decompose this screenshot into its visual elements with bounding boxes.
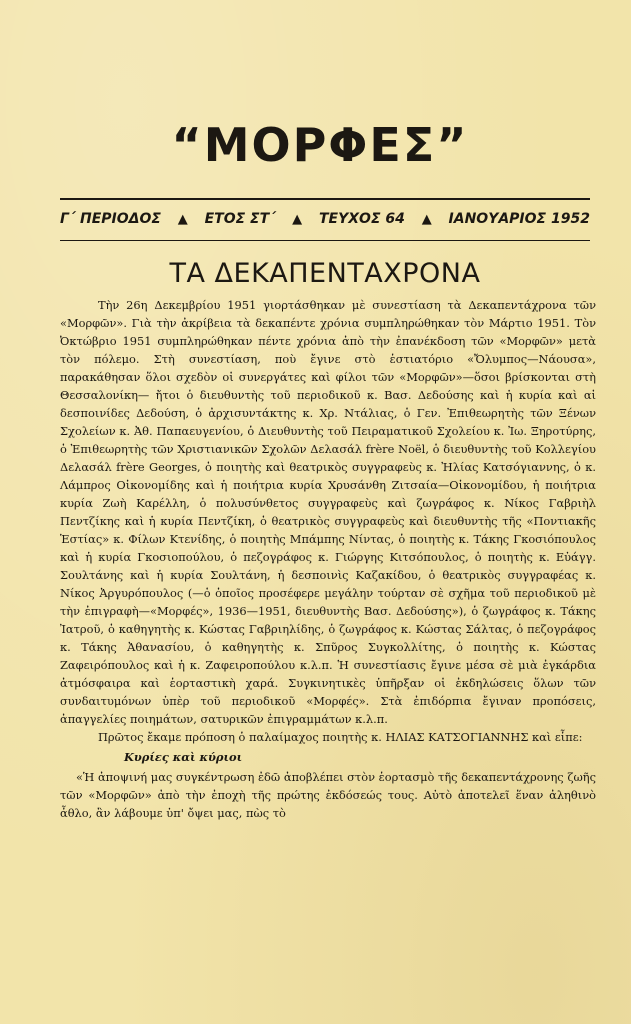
issue-info-line xyxy=(60,206,590,232)
speech-salutation: Κυρίες καὶ κύριοι xyxy=(124,750,243,764)
issue-period: Γ΄ ΠΕΡΙΟΔΟΣ xyxy=(60,211,161,227)
body-paragraph: Πρῶτος ἔκαμε πρόποση ὁ παλαίμαχος ποιητὴς κ. ΗΛΙΑΣ ΚΑΤΣΟΓΙΑΝΝΗΣ καὶ εἶπε: xyxy=(98,730,583,744)
body-paragraph: Τὴν 26η Δεκεμβρίου 1951 γιορτάσθηκαν μὲ συνεστίαση τὰ Δεκαπεντάχρονα τῶν «Μορφῶν». Γιὰ τὴν ἀκρίβεια τὰ δεκαπέντε χρόνια συμπληρώθηκαν τὸν Μάρτιο 1951. Τὸν Ὀκτώβριο 1951 συμπληρώθηκαν πέντε χρόνια ἀπὸ τὴν ἐπανέκδοση τῶν «Μορφῶν» μετὰ τὸν πόλεμο. Στὴ συνεστίαση, ποὺ ἔγινε στὸ ἑστιατόριο «Ὄλυμπος—Νάουσα», παρακάθησαν ὅλοι σχεδὸν οἱ συνεργάτες καὶ φίλοι τῶν «Μορφῶν»—ὅσοι βρίσκονται στὴ Θεσσαλονίκη— ἤτοι ὁ διευθυντὴς τοῦ περιοδικοῦ κ. Βασ. Δεδούσης καὶ ἡ κυρία καὶ αἱ δεσποινίδες Δεδούση, ὁ ἀρχισυντάκτης κ. Χρ. Ντάλιας, ὁ Γεν. Ἐπιθεωρητὴς τῶν Ξένων Σχολείων κ. Ἀθ. Παπαευγενίου, ὁ Διευθυντὴς τοῦ Πειραματικοῦ Σχολείου κ. Ἰω. Ξηροτύρης, ὁ Ἐπιθεωρητὴς τῶν Χριστιανικῶν Σχολῶν Δελασάλ frère Noël, ὁ διευθυντὴς τοῦ Κολλεγίου Δελασάλ frère Georges, ὁ ποιητὴς καὶ θεατρικὸς συγγραφεὺς κ. Ἠλίας Κατσόγιαννης, ὁ κ. Λάμπρος Οἰκονομίδης καὶ ἡ ποιήτρια κυρία Χρυσάνθη Ζιτσαία—Οἰκονομίδου, ἡ ποιήτρια κυρία Ζωὴ Καρέλλη, ὁ πολυσύνθετος συγγραφεὺς καὶ ζωγράφος κ. Νίκος Γαβριὴλ Πεντζίκης καὶ ἡ κυρία Πεντζίκη, ὁ θεατρικὸς συγγραφεὺς καὶ διευθυντὴς τῆς «Ποντιακῆς Ἑστίας» κ. Φίλων Κτενίδης, ὁ ποιητὴς Μπάμπης Νίντας, ὁ ποιητὴς κ. Τάκης Γκοσιόπουλος καὶ ἡ κυρία Γκοσιοπούλου, ὁ πεζογράφος κ. Γιώργης Κιτσόπουλος, ὁ ποιητὴς κ. Εὐάγγ. Σουλτάνης καὶ ἡ κυρία Σουλτάνη, ἡ δεσποινὶς Καζακίδου, ὁ θεατρικὸς συγγραφέας κ. Νίκος Ἀργυρόπουλος (—ὁ ὁποῖος προσέφερε μεγάλην τούρταν σὲ σχῆμα τοῦ περιοδικοῦ μὲ τὴν ἐπιγραφὴ—«Μορφές», 1936—1951, διευθυντὴς Βασ. Δεδούσης»), ὁ ζωγράφος κ. Τάκης Ἰατροῦ, ὁ καθηγητὴς κ. Κώστας Γαβριηλίδης, ὁ ζωγράφος κ. Κώστας Σάλτας, ὁ πεζογράφος κ. Τάκης Ἀθανασίου, ὁ καθηγητὴς κ. Σπῦρος Συγκολλίτης, ὁ ποιητὴς κ. Κώστας Ζαφειρόπουλος καὶ ἡ κ. Ζαφειροπούλου κ.λ.π. Ἡ συνεστίασις ἔγινε μέσα σὲ μιὰ ἐγκάρδια ἀτμόσφαιρα καὶ ἑορταστικὴ χαρά. Συγκινητικὲς ὑπῆρξαν οἱ ἐκδηλώσεις ὅλων τῶν συνδαιτυμόνων ὑπὲρ τοῦ περιοδικοῦ «Μορφές». Στὰ ἐπιδόρπια ἔγιναν προπόσεις, ἀπαγγελίες ποιημάτων, σατυρικῶν ἐπιγραμμάτων κ.λ.π. xyxy=(60,298,596,726)
article-title: ΤΑ ΔΕΚΑΠΕΝΤΑΧΡΟΝΑ xyxy=(169,258,481,289)
speech-quote: «Ἡ ἀποψινή μας συγκέντρωση ἐδῶ ἀποβλέπει στὸν ἑορτασμὸ τῆς δεκαπεντάχρονης ζωῆς τῶν «Μορφῶν» ἀπὸ τὴν ἐποχὴ τῆς πρώτης ἐκδόσεώς τους. Αὐτὸ ἀποτελεῖ ἕναν ἀληθινὸ ἆθλο, ἂν λάβουμε ὑπ' ὄψει μας, πὼς τὸ xyxy=(60,770,596,820)
masthead-title: “ΜΟΡΦΕΣ” xyxy=(171,118,469,172)
triangle-separator-icon: ▲ xyxy=(421,211,432,227)
article-body xyxy=(60,296,596,822)
issue-year: ΕΤΟΣ ΣΤ΄ xyxy=(204,211,276,227)
header-rule-bottom xyxy=(60,240,590,241)
triangle-separator-icon: ▲ xyxy=(177,211,188,227)
issue-number: ΤΕΥΧΟΣ 64 xyxy=(319,211,405,227)
triangle-separator-icon: ▲ xyxy=(292,211,303,227)
header-rule-top xyxy=(60,198,590,200)
issue-date: ΙΑΝΟΥΑΡΙΟΣ 1952 xyxy=(448,211,590,227)
